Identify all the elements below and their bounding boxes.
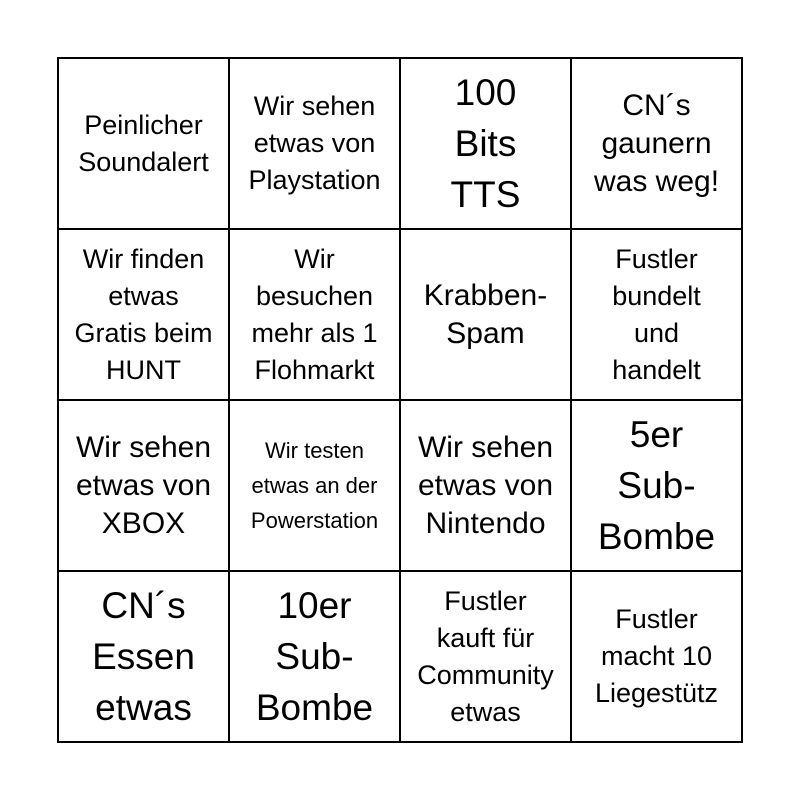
cell-text: 10er Sub- Bombe xyxy=(255,585,374,728)
cell-text: 5er Sub- Bombe xyxy=(597,414,716,557)
bingo-cell[interactable] xyxy=(59,230,230,401)
cell-text: Fustler kauft für Community etwas xyxy=(417,585,554,727)
bingo-cell[interactable] xyxy=(572,230,743,401)
bingo-cell[interactable] xyxy=(230,572,401,743)
cell-text: Wir finden etwas Gratis beim HUNT xyxy=(74,243,213,385)
cell-text: 100 Bits TTS xyxy=(450,72,521,215)
cell-text: Wir sehen etwas von Playstation xyxy=(248,91,381,195)
cell-text: Wir testen etwas an der Powerstation xyxy=(250,438,379,533)
bingo-cell[interactable] xyxy=(572,59,743,230)
cell-text: Fustler macht 10 Liegestütz xyxy=(594,604,719,708)
bingo-cell[interactable] xyxy=(230,230,401,401)
bingo-cell[interactable] xyxy=(401,59,572,230)
bingo-cell[interactable] xyxy=(401,401,572,572)
cell-text: Fustler bundelt und handelt xyxy=(612,243,701,385)
cell-text: Wir besuchen mehr als 1 Flohmarkt xyxy=(251,243,378,385)
bingo-cell[interactable] xyxy=(59,59,230,230)
bingo-cell[interactable] xyxy=(230,401,401,572)
bingo-cell[interactable] xyxy=(401,230,572,401)
cell-text: Peinlicher Soundalert xyxy=(78,109,209,177)
bingo-cell[interactable] xyxy=(401,572,572,743)
cell-text: Wir sehen etwas von XBOX xyxy=(75,430,212,540)
bingo-cell[interactable] xyxy=(59,572,230,743)
bingo-cell[interactable] xyxy=(572,401,743,572)
cell-text: Wir sehen etwas von Nintendo xyxy=(417,430,554,540)
bingo-board xyxy=(57,57,743,743)
bingo-cell[interactable] xyxy=(59,401,230,572)
cell-text: CN´s gaunern was weg! xyxy=(593,88,720,198)
bingo-cell[interactable] xyxy=(230,59,401,230)
bingo-cell[interactable] xyxy=(572,572,743,743)
cell-text: Krabben- Spam xyxy=(423,278,548,350)
cell-text: CN´s Essen etwas xyxy=(92,585,195,728)
